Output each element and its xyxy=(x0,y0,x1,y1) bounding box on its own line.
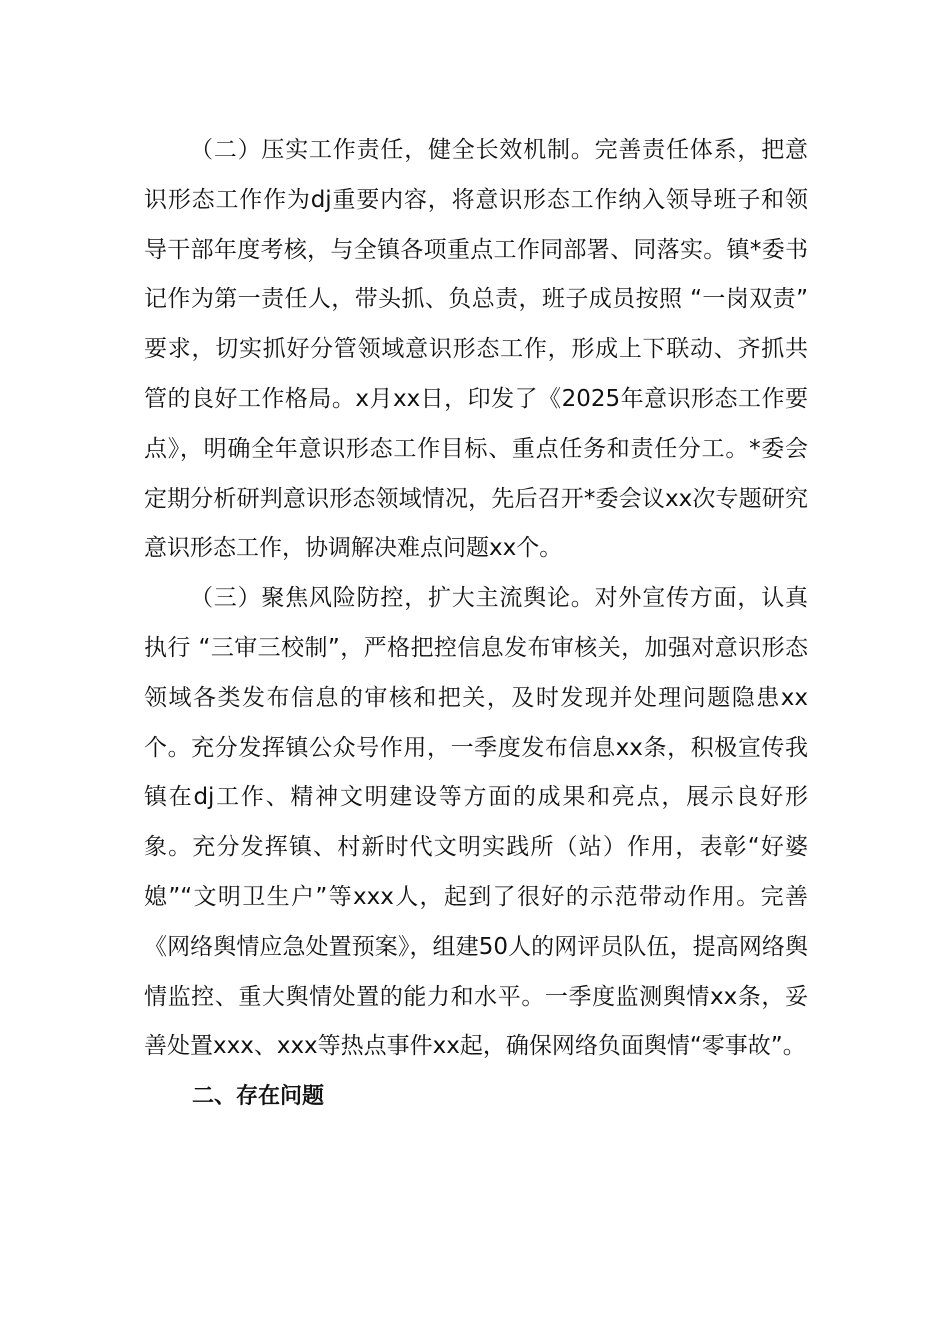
paragraph-risk-control: （三）聚焦风险防控，扩大主流舆论。对外宣传方面，认真执行 “三审三校制”，严格把控信息发布审核关，加强对意识形态领域各类发布信息的审核和把关，及时发现并处理问题隐患xx个。充分发挥镇公众号作用，一季度发布信息xx条，积极宣传我镇在dj工作、精神文明建设等方面的成果和亮点，展示良好形象。充分发挥镇、村新时代文明实践所（站）作用，表彰“好婆媳”“文明卫生户”等xxx人，起到了很好的示范带动作用。完善《网络舆情应急处置预案》，组建50人的网评员队伍，提高网络舆情监控、重大舆情处置的能力和水平。一季度监测舆情xx条，妥善处置xxx、xxx等热点事件xx起，确保网络负面舆情“零事故”。 xyxy=(144,585,808,1060)
paragraph-responsibility: （二）压实工作责任，健全长效机制。完善责任体系，把意识形态工作作为dj重要内容，将意识形态工作纳入领导班子和领导干部年度考核，与全镇各项重点工作同部署、同落实。镇*委书记作为第一责任人，带头抓、负总责，班子成员按照 “一岗双责” 要求，切实抓好分管领域意识形态工作，形成上下联动、齐抓共管的良好工作格局。x月xx日，印发了《2025年意识形态工作要点》，明确全年意识形态工作目标、重点任务和责任分工。*委会定期分析研判意识形态领域情况，先后召开*委会议xx次专题研究意识形态工作，协调解决难点问题xx个。 xyxy=(144,137,808,562)
document-body xyxy=(144,126,808,1122)
section-heading-problems: 二、存在问题 xyxy=(192,1084,325,1110)
